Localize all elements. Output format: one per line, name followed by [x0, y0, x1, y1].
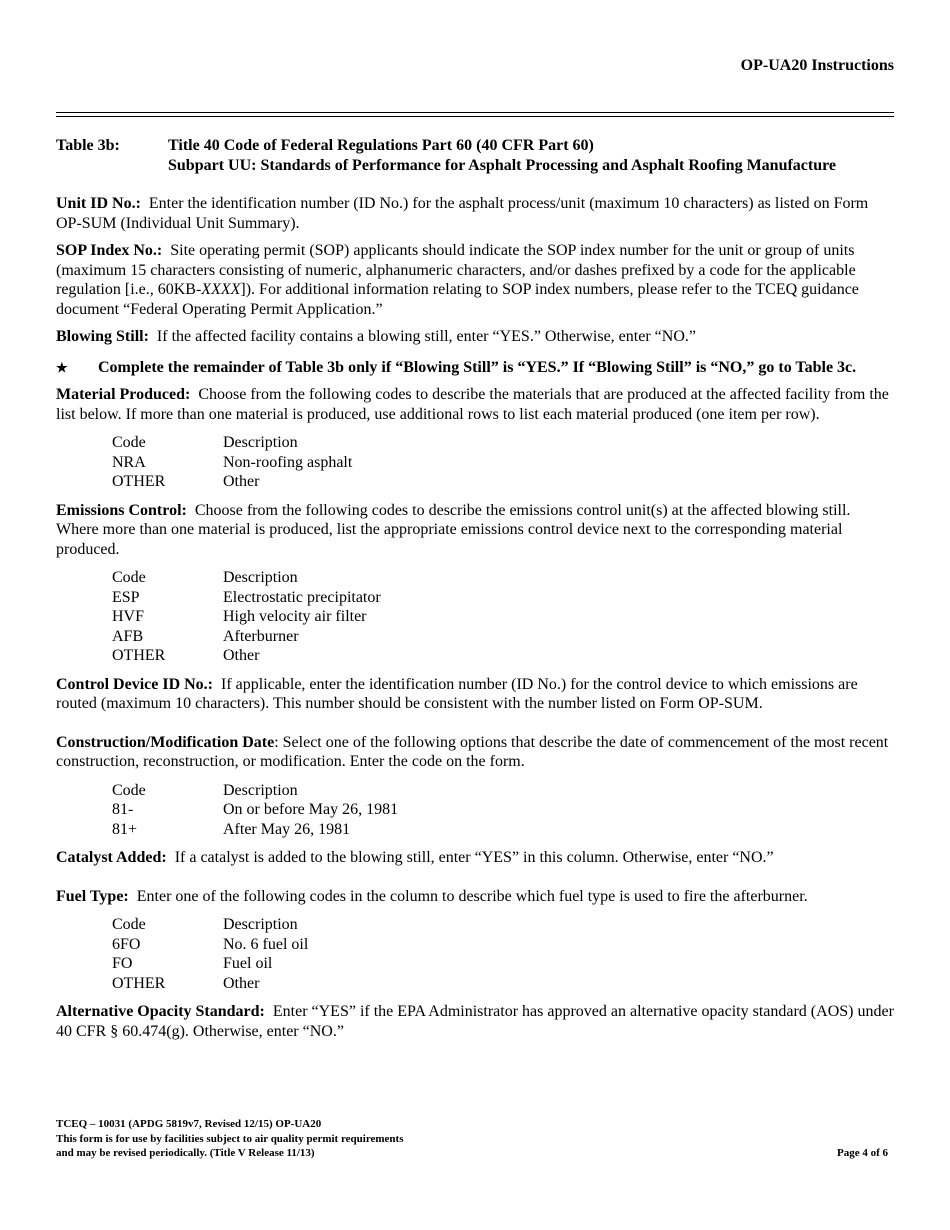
blowing-still-term: Blowing Still:: [56, 328, 149, 345]
code-cell: ESP: [112, 588, 140, 606]
fuel-type-codes-table: [112, 915, 308, 993]
material-produced-term: Material Produced:: [56, 386, 191, 403]
blowing-still-paragraph: [56, 327, 894, 347]
description-cell: Fuel oil: [223, 955, 273, 972]
code-cell: 6FO: [112, 935, 141, 953]
star-icon: ★: [56, 359, 68, 375]
emissions-control-text: Choose from the following codes to describe the emissions control unit(s) at the affected blowing still. Where more than one material is produced, list the appropriate emissions control device next to the corresponding material produced.: [56, 501, 851, 558]
description-cell: Other: [223, 473, 260, 490]
blowing-still-text: If the affected facility contains a blowing still, enter “YES.” Otherwise, enter “NO.”: [156, 328, 696, 345]
table-row: [112, 588, 381, 608]
construction-date-codes-table: [112, 781, 398, 840]
code-cell: OTHER: [112, 647, 166, 664]
table-row: [112, 935, 308, 955]
emissions-control-paragraph: [56, 501, 894, 560]
control-device-term: Control Device ID No.:: [56, 675, 214, 693]
description-cell: Non-roofing asphalt: [223, 453, 353, 471]
code-cell: NRA: [112, 453, 146, 471]
fuel-type-text: Enter one of the following codes in the column to describe which fuel type is used to fire the afterburner.: [136, 887, 808, 905]
description-header: Description: [223, 781, 298, 799]
control-device-text: If applicable, enter the identification number (ID No.) for the control device to which emissions are routed (maximum 10 characters). This number should be consistent with the number listed on Form OP-SUM.: [56, 675, 858, 712]
table-row: [112, 974, 308, 994]
code-cell: OTHER: [112, 974, 166, 992]
footer-line2: This form is for use by facilities subject to air quality permit requirements: [56, 1132, 404, 1145]
code-cell: HVF: [112, 608, 145, 625]
fuel-type-paragraph: [56, 887, 894, 907]
document-body: [56, 136, 894, 1041]
code-header: Code: [112, 434, 146, 451]
table-row: [112, 800, 398, 820]
emissions-control-codes-table: [112, 568, 381, 666]
description-header: Description: [223, 569, 298, 586]
description-cell: Afterburner: [223, 627, 299, 645]
page-number: Page 4 of 6: [836, 1147, 888, 1159]
sop-index-text-italic: XXXX: [201, 281, 241, 298]
unit-id-term: Unit ID No.:: [56, 195, 141, 212]
sop-index-text-a: Site operating permit (SOP) applicants should indicate the SOP index number for the unit or group of units (maximum 15 characters consisting of numeric, alphanumeric characters, and/or dashes prefixed by a code for the applicable regulation [i.e., 60KB-: [56, 242, 856, 298]
code-cell: 81+: [112, 820, 138, 838]
table-heading-titles: [168, 136, 836, 175]
description-header: Description: [223, 916, 298, 933]
table-header-row: [112, 568, 381, 588]
catalyst-added-term: Catalyst Added:: [56, 849, 167, 866]
table-row: [112, 453, 352, 473]
header-rule-bottom: [56, 116, 894, 117]
table-heading-line2: Subpart UU: Standards of Performance for Asphalt Processing and Asphalt Roofing Manufacture: [168, 156, 837, 174]
alt-opacity-term: Alternative Opacity Standard:: [56, 1003, 265, 1020]
sop-index-text-b: ]). For additional information relating to SOP index numbers, please refer to the TCEQ guidance document “Federal Operating Permit Application.”: [56, 281, 859, 318]
material-produced-codes-table: [112, 433, 352, 492]
table-heading-line1: Title 40 Code of Federal Regulations Part 60 (40 CFR Part 60): [168, 137, 594, 154]
footer-line3: and may be revised periodically. (Title V Release 11/13): [56, 1147, 315, 1159]
table-heading-label: Table 3b:: [56, 137, 120, 154]
description-cell: Other: [223, 974, 260, 992]
table-row: [112, 472, 352, 492]
table-header-row: [112, 915, 308, 935]
code-cell: 81-: [112, 801, 134, 818]
code-header: Code: [112, 781, 146, 799]
code-cell: FO: [112, 955, 133, 972]
page-footer: [56, 1117, 888, 1161]
star-note: [56, 358, 894, 378]
header-title: OP-UA20 Instructions: [740, 57, 894, 74]
table-heading: [56, 136, 894, 175]
table-header-row: [112, 781, 398, 801]
construction-date-text: : Select one of the following options that describe the date of commencement of the most recent construction, reconstruction, or modification. Enter the code on the form.: [56, 733, 889, 770]
description-cell: No. 6 fuel oil: [223, 935, 309, 953]
construction-date-paragraph: [56, 733, 894, 772]
fuel-type-term: Fuel Type:: [56, 887, 129, 905]
unit-id-text: Enter the identification number (ID No.) for the asphalt process/unit (maximum 10 characters) as listed on Form OP-SUM (Individual Unit Summary).: [56, 195, 869, 232]
description-cell: Electrostatic precipitator: [223, 588, 381, 606]
sop-index-paragraph: [56, 241, 894, 319]
material-produced-text: Choose from the following codes to describe the materials that are produced at the affected facility from the list below. If more than one material is produced, use additional rows to list each material produced (one item per row).: [56, 386, 889, 423]
table-row: [112, 646, 381, 666]
description-cell: High velocity air filter: [223, 608, 367, 625]
code-header: Code: [112, 916, 146, 933]
table-row: [112, 820, 398, 840]
catalyst-added-text: If a catalyst is added to the blowing still, enter “YES” in this column. Otherwise, enter “NO.”: [174, 849, 774, 866]
unit-id-paragraph: [56, 194, 894, 233]
catalyst-added-paragraph: [56, 848, 894, 868]
table-row: [112, 607, 381, 627]
sop-index-term: SOP Index No.:: [56, 242, 163, 259]
construction-date-term: Construction/Modification Date: [56, 733, 275, 751]
star-note-text: Complete the remainder of Table 3b only if “Blowing Still” is “YES.” If “Blowing Still” is “NO,” go to Table 3c.: [98, 358, 857, 376]
code-header: Code: [112, 569, 146, 586]
code-cell: AFB: [112, 627, 144, 645]
description-cell: Other: [223, 647, 260, 664]
alt-opacity-paragraph: [56, 1002, 894, 1041]
code-cell: OTHER: [112, 473, 166, 490]
table-row: [112, 954, 308, 974]
alt-opacity-text: Enter “YES” if the EPA Administrator has approved an alternative opacity standard (AOS) under 40 CFR § 60.474(g). Otherwise, enter “NO.”: [56, 1003, 894, 1040]
header-rule-top: [56, 112, 894, 113]
footer-line1: TCEQ – 10031 (APDG 5819v7, Revised 12/15) OP-UA20: [56, 1118, 322, 1130]
table-header-row: [112, 433, 352, 453]
material-produced-paragraph: [56, 385, 894, 424]
control-device-paragraph: [56, 675, 894, 714]
description-header: Description: [223, 434, 298, 451]
description-cell: On or before May 26, 1981: [223, 801, 399, 818]
emissions-control-term: Emissions Control:: [56, 501, 187, 519]
description-cell: After May 26, 1981: [223, 820, 351, 838]
table-row: [112, 627, 381, 647]
